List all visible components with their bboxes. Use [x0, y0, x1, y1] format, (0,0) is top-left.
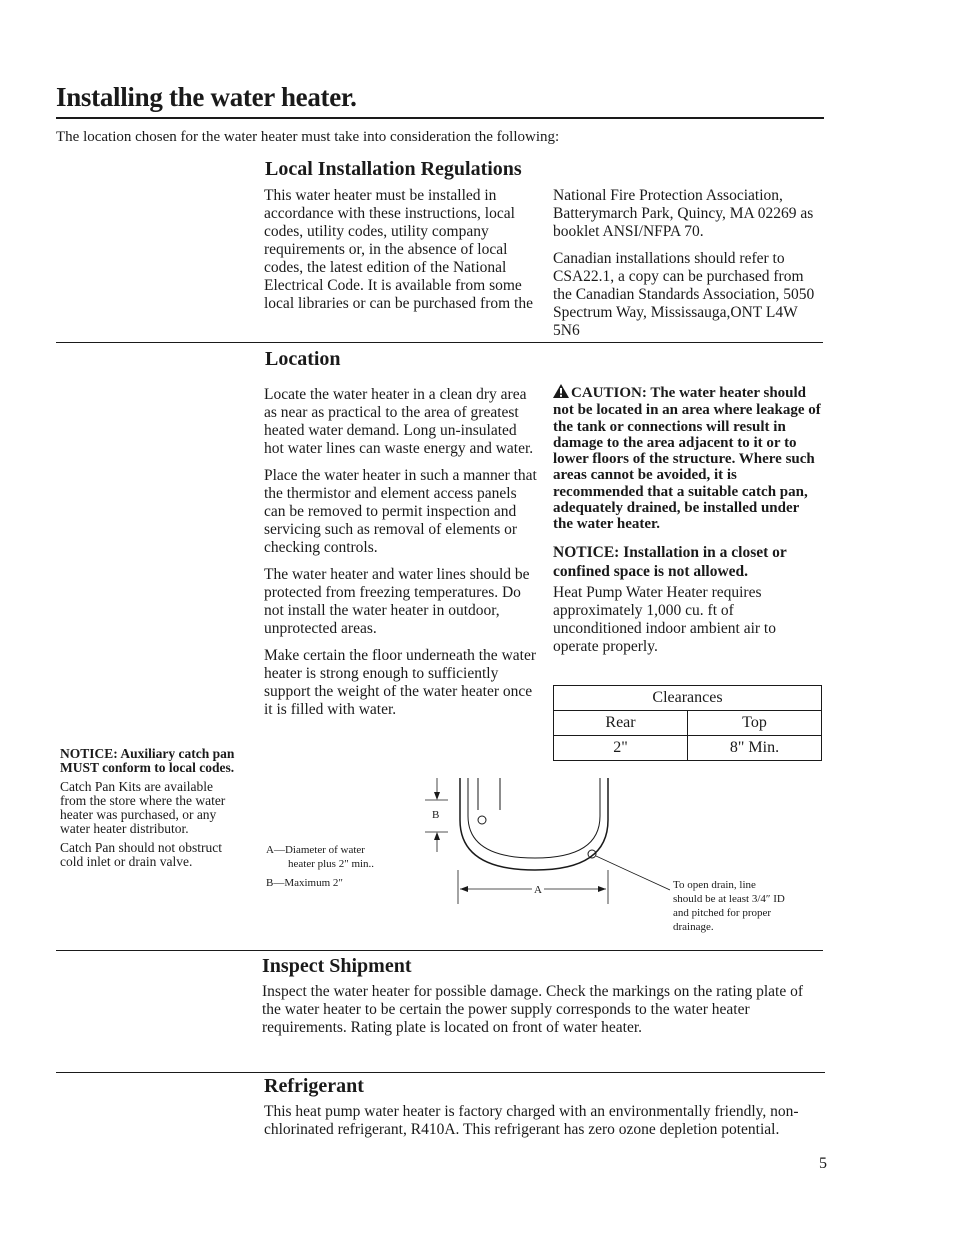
side-notice-title: NOTICE: Auxiliary catch pan MUST conform to local codes. [60, 746, 235, 775]
clearance-header-top: Top [688, 711, 822, 736]
local-regs-col2-p1: National Fire Protection Association, Batterymarch Park, Quincy, MA 02269 as booklet ANSI/NFPA 70. [553, 187, 814, 240]
local-regs-col2-p2: Canadian installations should refer to CSA22.1, a copy can be purchased from the Canadian Standards Association, 5050 Spectrum Way, Mississauga,ONT L4W 5N6 [553, 250, 815, 339]
location-col1 [264, 386, 539, 728]
section-divider [56, 950, 823, 951]
local-regs-heading: Local Installation Regulations [265, 158, 522, 180]
inspect-heading: Inspect Shipment [262, 955, 412, 977]
air-requirement: Heat Pump Water Heater requires approximately 1,000 cu. ft of unconditioned indoor ambient air to operate properly. [553, 583, 776, 655]
legend-a-cont: heater plus 2" min.. [288, 858, 375, 870]
closet-notice: NOTICE: Installation in a closet or confined space is not allowed. [553, 543, 787, 580]
refrigerant-heading: Refrigerant [264, 1075, 364, 1097]
local-regs-col1 [264, 187, 534, 322]
section-divider [56, 342, 823, 343]
label-a: A [534, 884, 542, 896]
side-notice-p1: Catch Pan Kits are available from the store where the water heater was purchased, or any water heater distributor. [60, 779, 226, 836]
clearance-header-rear: Rear [554, 711, 688, 736]
catch-pan-diagram [420, 770, 670, 910]
location-p3: The water heater and water lines should be protected from freezing temperatures. Do not install the water heater in outdoor, unprotected areas. [264, 566, 530, 637]
drain-note-line: To open drain, line [673, 879, 756, 891]
drain-note-line: should be at least 3/4″ ID [673, 893, 785, 905]
location-col2 [553, 384, 821, 656]
clearance-value-top: 8" Min. [688, 736, 822, 761]
page-title: Installing the water heater. [56, 82, 357, 112]
drain-note-line: and pitched for proper [673, 907, 772, 919]
section-divider [56, 1072, 825, 1073]
drain-note-line: drainage. [673, 921, 714, 933]
title-rule [56, 117, 824, 119]
location-p4: Make certain the floor underneath the water heater is strong enough to sufficiently support the weight of the water heater once it is filled with water. [264, 647, 536, 718]
side-notice-p2: Catch Pan should not obstruct cold inlet or drain valve. [60, 840, 222, 869]
warning-icon [553, 384, 569, 402]
refrigerant-text: This heat pump water heater is factory charged with an environmentally friendly, non-chlorinated refrigerant, R410A. This refrigerant has zero ozone depletion potential. [264, 1103, 799, 1138]
label-b: B [432, 809, 440, 821]
legend-b: B—Maximum 2″ [266, 877, 343, 889]
clearance-value-rear: 2" [554, 736, 688, 761]
legend-a: A—Diameter of water [266, 844, 365, 856]
clearances-title: Clearances [554, 686, 822, 711]
inspect-text: Inspect the water heater for possible damage. Check the markings on the rating plate of the water heater to be certain the power supply corresponds to the water heater requirements. Rating plate is located on front of water heater. [262, 983, 804, 1036]
location-heading: Location [265, 348, 341, 370]
intro-text: The location chosen for the water heater must take into consideration the following: [56, 129, 560, 145]
side-notice [60, 747, 242, 874]
local-regs-col1-text: This water heater must be installed in accordance with these instructions, local codes, utility codes, utility company requirements or, in the absence of local codes, the latest edition of the National Electrical Code. It is available from some local libraries or can be purchased from the [264, 187, 533, 312]
location-p2: Place the water heater in such a manner that the thermistor and element access panels can be removed to permit inspection and servicing such as removal of elements or checking controls. [264, 467, 537, 556]
drain-note [673, 878, 813, 934]
local-regs-col2 [553, 187, 821, 349]
location-p1: Locate the water heater in a clean dry area as near as practical to the area of greatest heated water demand. Long un-insulated hot water lines can waste energy and water. [264, 386, 534, 457]
caution-text: CAUTION: The water heater should not be located in an area where leakage of the tank or connections will result in damage to the area adjacent to it or to lower floors of the structure. Where such areas cannot be avoided, it is recommended that a suitable catch pan, adequately drained, be installed under the water heater. [553, 385, 821, 533]
page-number: 5 [819, 1155, 827, 1172]
clearances-table [553, 685, 822, 761]
caution-block [553, 384, 821, 533]
